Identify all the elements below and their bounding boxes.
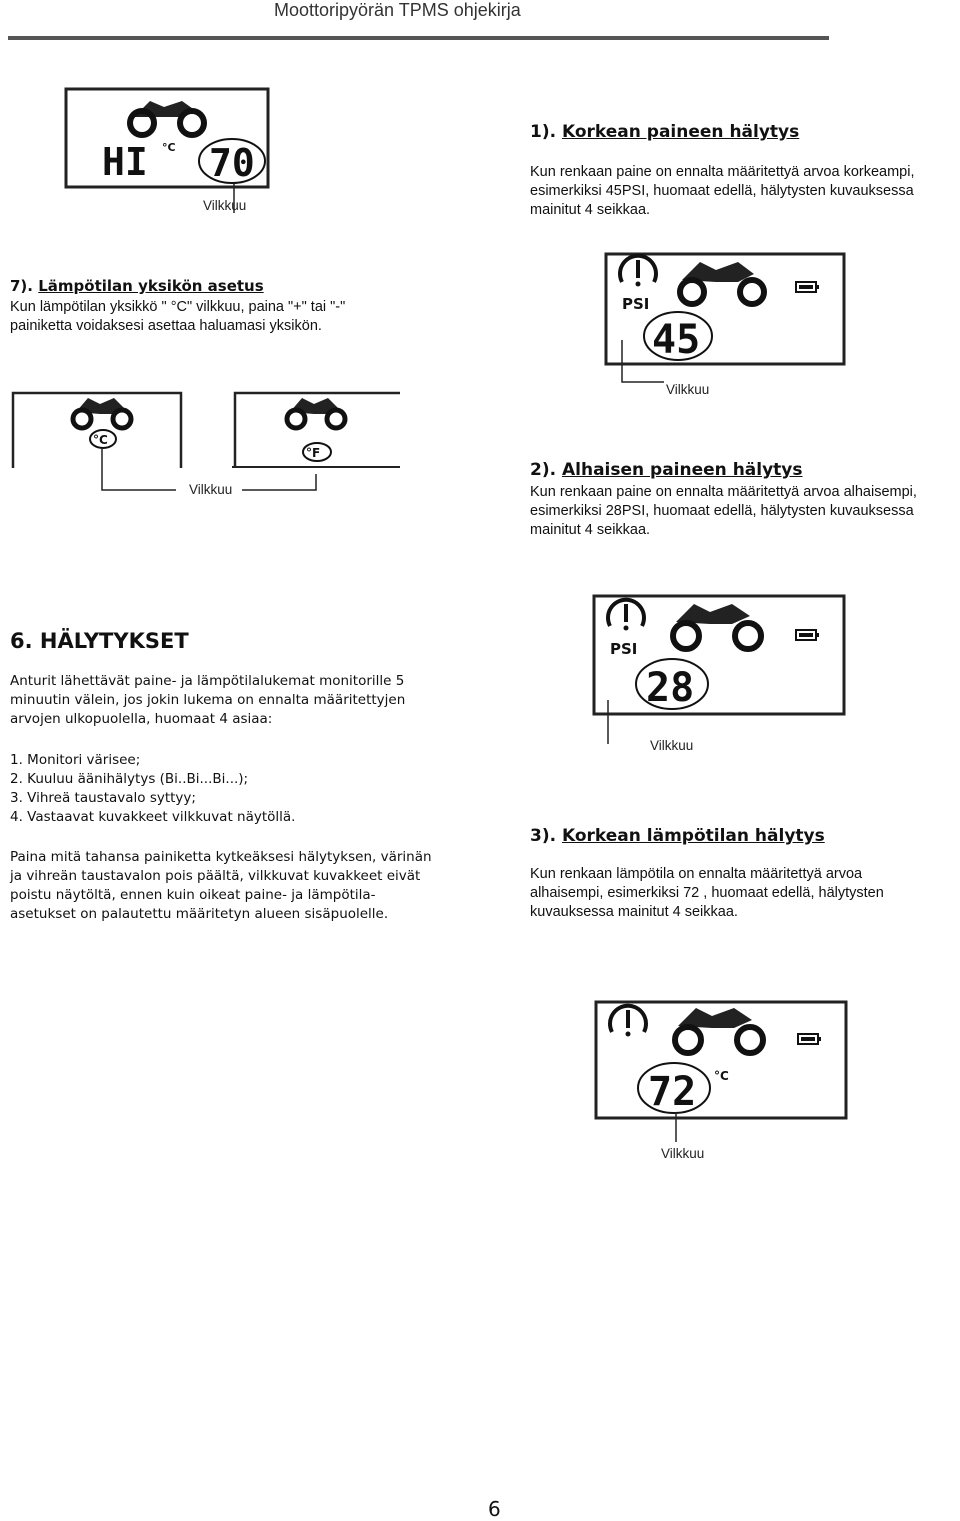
section7-number: 7). — [10, 277, 33, 295]
pressure-value: 45 — [652, 317, 701, 363]
battery-icon — [796, 630, 819, 640]
section7-line: Kun lämpötilan yksikkö " °C" vilkkuu, paina "+" tai "-" — [10, 299, 346, 315]
section6-intro-line: Anturit lähettävät paine- ja lämpötilalukemat monitorille 5 — [10, 673, 405, 689]
motorcycle-icon — [287, 398, 345, 428]
callout-line — [673, 1112, 679, 1142]
section6-outro-line: Paina mitä tahansa painiketta kytkeäksesi hälytyksen, värinän — [10, 849, 432, 865]
unit-fahrenheit: °F — [306, 446, 321, 460]
section2-heading — [530, 460, 803, 480]
section3-line: alhaisempi, esimerkiksi 72 , huomaat edellä, hälytysten — [530, 885, 884, 901]
temp-value: 70 — [209, 141, 255, 185]
motorcycle-icon — [73, 398, 131, 428]
motorcycle-icon — [673, 604, 761, 649]
alert-list-item: 3. Vihreä taustavalo syttyy; — [10, 790, 196, 806]
tire-warning-icon — [610, 1006, 646, 1037]
alert-list-item: 4. Vastaavat kuvakkeet vilkkuvat näytöllä. — [10, 809, 296, 825]
battery-icon — [796, 282, 819, 292]
section3-number: 3). — [530, 826, 557, 846]
temp-value: 72 — [648, 1069, 697, 1115]
section1-line: mainitut 4 seikkaa. — [530, 202, 651, 218]
alert-list-item: 1. Monitori värisee; — [10, 752, 141, 768]
section2-number: 2). — [530, 460, 557, 480]
section1-title: Korkean paineen hälytys — [561, 122, 800, 142]
celsius-unit: °C — [714, 1069, 729, 1083]
pressure-value: 28 — [646, 665, 695, 711]
motorcycle-icon — [675, 1008, 763, 1053]
tire-warning-icon — [608, 600, 644, 631]
callout-line — [606, 700, 612, 744]
celsius-unit: °C — [162, 141, 176, 154]
section6-outro-line: asetukset on palautettu määritetyn alueen sisäpuolelle. — [10, 906, 389, 922]
lcd-display-hi-temp — [64, 87, 270, 192]
section7-line: painiketta voidaksesi asettaa haluamasi yksikön. — [10, 318, 322, 334]
page-number: 6 — [488, 1497, 501, 1521]
section7-heading — [10, 277, 264, 295]
section2-title: Alhaisen paineen hälytys — [561, 460, 803, 480]
blink-caption: Vilkkuu — [666, 382, 710, 397]
hi-label: HI — [102, 140, 148, 184]
section2-line: esimerkiksi 28PSI, huomaat edellä, hälytysten kuvauksessa — [530, 503, 914, 519]
blink-caption: Vilkkuu — [650, 738, 694, 753]
section3-heading — [530, 826, 825, 846]
unit-celsius: °C — [93, 433, 108, 447]
section1-heading — [530, 122, 799, 142]
section3-line: kuvauksessa mainitut 4 seikkaa. — [530, 904, 738, 920]
section1-line: esimerkiksi 45PSI, huomaat edellä, hälytysten kuvauksessa — [530, 183, 914, 199]
section3-line: Kun renkaan lämpötila on ennalta määritettyä arvoa — [530, 866, 863, 882]
motorcycle-icon — [680, 262, 764, 304]
section6-intro-line: arvojen ulkopuolella, huomaat 4 asiaa: — [10, 711, 273, 727]
motorcycle-icon — [130, 101, 204, 135]
section6-title: 6. HÄLYTYKSET — [10, 629, 189, 653]
section3-title: Korkean lämpötilan hälytys — [561, 826, 825, 846]
lcd-display-temp-72 — [594, 1000, 848, 1122]
lcd-display-psi-28 — [592, 594, 846, 718]
blink-caption: Vilkkuu — [661, 1146, 705, 1161]
section7-title: Lämpötilan yksikön asetus — [38, 277, 264, 295]
document-title: Moottoripyörän TPMS ohjekirja — [274, 0, 521, 20]
psi-label: PSI — [610, 640, 638, 658]
callout-line — [620, 340, 664, 384]
alert-list-item: 2. Kuuluu äänihälytys (Bi..Bi...Bi...); — [10, 771, 249, 787]
header-rule — [8, 36, 829, 40]
section6-outro-line: ja vihreän taustavalon pois päältä, vilkkuvat kuvakkeet eivät — [10, 868, 421, 884]
psi-label: PSI — [622, 295, 650, 313]
section2-line: mainitut 4 seikkaa. — [530, 522, 651, 538]
section1-line: Kun renkaan paine on ennalta määritettyä arvoa korkeampi, — [530, 164, 915, 180]
blink-caption: Vilkkuu — [189, 482, 233, 497]
blink-caption: Vilkkuu — [203, 198, 247, 213]
tire-warning-icon — [620, 256, 656, 287]
section6-outro-line: poistu näytöltä, ennen kuin oikeat paine- ja lämpötila- — [10, 887, 376, 903]
battery-icon — [798, 1034, 821, 1044]
section6-intro-line: minuutin välein, jos jokin lukema on ennalta määritettyjen — [10, 692, 406, 708]
section1-number: 1). — [530, 122, 557, 142]
section2-line: Kun renkaan paine on ennalta määritettyä arvoa alhaisempi, — [530, 484, 917, 500]
